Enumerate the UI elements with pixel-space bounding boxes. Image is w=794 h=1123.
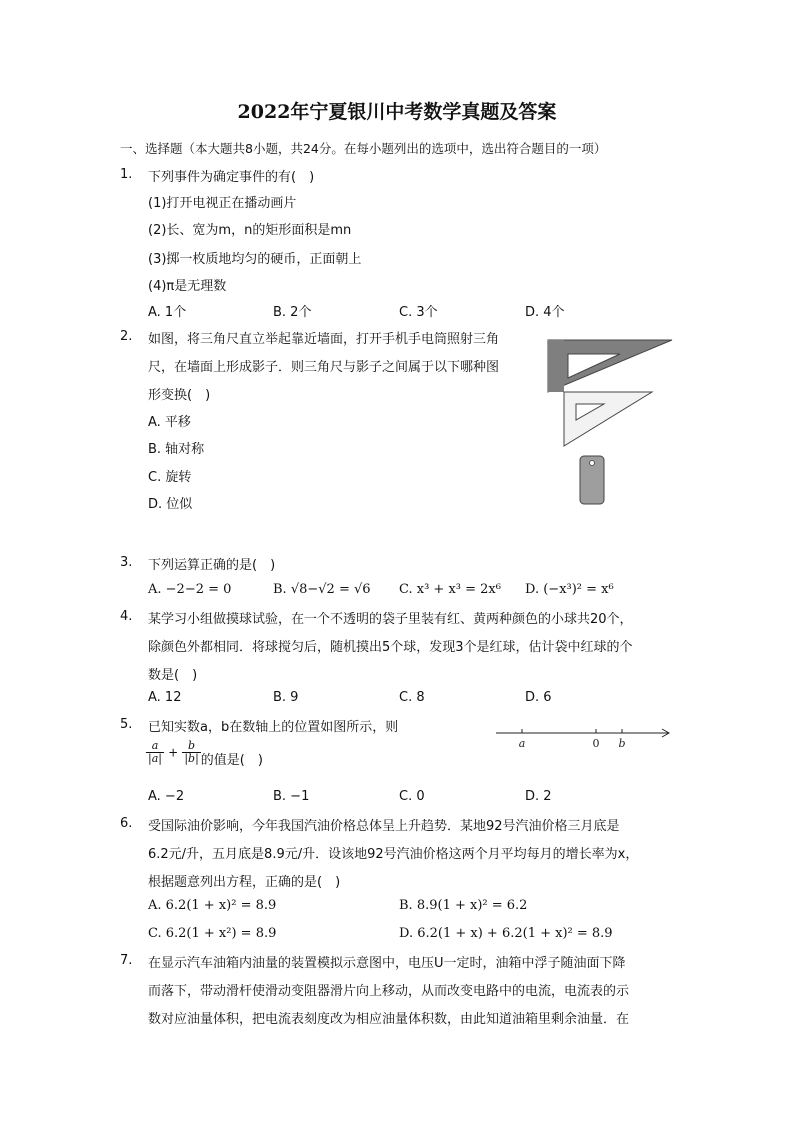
shadow-triangle (548, 340, 672, 392)
question-stem: 下列事件为确定事件的有( ) (148, 170, 315, 185)
question-line: 形变换( ) (148, 388, 211, 403)
question-item: (3)掷一枚质地均匀的硬币，正面朝上 (148, 252, 362, 267)
phone-flashlight-icon (590, 461, 595, 466)
question-line: 除颜色外都相同．将球搅匀后，随机摸出5个球，发现3个是红球，估计袋中红球的个 (148, 640, 633, 655)
fraction-b: $\frac{b}{|b|}$ (184, 739, 199, 765)
option-b: B. 9 (273, 690, 299, 705)
fraction-expression (146, 739, 263, 768)
question-line: 如图，将三角尺直立举起靠近墙面，打开手机手电筒照射三角 (148, 332, 500, 347)
option-c: C. 旋转 (148, 470, 192, 485)
option-c: C. 6.2(1 + x²) = 8.9 (148, 926, 277, 941)
option-a: A. −2 (148, 789, 185, 804)
question-line: 在显示汽车油箱内油量的装置模拟示意图中，电压U一定时，油箱中浮子随油面下降 (148, 956, 626, 971)
triangle-shadow-figure (540, 330, 680, 510)
question-number: 5. (120, 717, 133, 732)
option-c: C. 8 (399, 690, 425, 705)
option-c: C. 3个 (399, 305, 438, 320)
number-line (490, 722, 680, 754)
axis-label-b: b (618, 737, 626, 750)
question-line: 尺，在墙面上形成影子．则三角尺与影子之间属于以下哪种图 (148, 360, 500, 375)
question-number: 1. (120, 167, 133, 182)
option-c: C. 0 (399, 789, 425, 804)
question-number: 3. (120, 555, 133, 570)
question-number: 7. (120, 953, 133, 968)
option-d: D. 位似 (148, 497, 193, 512)
question-item: (1)打开电视正在播动画片 (148, 196, 297, 211)
option-c: C. x³ + x³ = 2x⁶ (399, 582, 501, 597)
option-a: A. 6.2(1 + x)² = 8.9 (148, 898, 277, 913)
option-d: D. 2 (525, 789, 552, 804)
option-b: B. 轴对称 (148, 442, 205, 457)
question-tail: 的值是( ) (200, 753, 263, 768)
option-a: A. 平移 (148, 415, 191, 430)
section-header: 一、选择题（本大题共8小题，共24分。在每小题列出的选项中，选出符合题目的一项） (120, 141, 607, 156)
option-a: A. 12 (148, 690, 182, 705)
question-line: 而落下，带动滑杆使滑动变阻器滑片向上移动，从而改变电路中的电流，电流表的示 (148, 984, 630, 999)
option-d: D. 6.2(1 + x) + 6.2(1 + x)² = 8.9 (399, 926, 613, 941)
question-line: 根据题意列出方程，正确的是( ) (148, 875, 341, 890)
question-line: 受国际油价影响，今年我国汽油价格总体呈上升趋势．某地92号汽油价格三月底是 (148, 819, 620, 834)
question-stem: 下列运算正确的是( ) (148, 558, 276, 573)
option-d: D. (−x³)² = x⁶ (525, 582, 614, 597)
axis-label-a: a (518, 737, 526, 750)
question-number: 6. (120, 816, 133, 831)
question-item: (4)π是无理数 (148, 279, 227, 294)
option-b: B. −1 (273, 789, 310, 804)
option-d: D. 6 (525, 690, 552, 705)
option-b: B. 2个 (273, 305, 312, 320)
axis-label-zero: 0 (592, 737, 600, 750)
option-b: B. √8−√2 = √6 (273, 582, 371, 597)
fraction-a: $\frac{a}{|a|}$ (148, 739, 162, 765)
question-line: 6.2元/升，五月底是8.9元/升．设该地92号汽油价格这两个月平均每月的增长率为x， (148, 847, 639, 862)
option-a: A. −2−2 = 0 (148, 582, 232, 597)
question-line: 某学习小组做摸球试验，在一个不透明的袋子里装有红、黄两种颜色的小球共20个， (148, 612, 633, 627)
page-title: 2022年宁夏银川中考数学真题及答案 (237, 101, 557, 123)
question-item: (2)长、宽为m，n的矩形面积是mn (148, 223, 352, 238)
option-a: A. 1个 (148, 305, 187, 320)
shadow-inner-cutout (568, 354, 620, 378)
option-b: B. 8.9(1 + x)² = 6.2 (399, 898, 528, 913)
plus-sign: + (168, 745, 179, 760)
question-stem: 已知实数a，b在数轴上的位置如图所示，则 (148, 720, 399, 735)
question-line: 数对应油量体积，把电流表刻度改为相应油量体积数，由此知道油箱里剩余油量．在 (148, 1012, 630, 1027)
question-line: 数是( ) (148, 668, 198, 683)
question-number: 4. (120, 609, 133, 624)
option-d: D. 4个 (525, 305, 565, 320)
question-number: 2. (120, 329, 133, 344)
